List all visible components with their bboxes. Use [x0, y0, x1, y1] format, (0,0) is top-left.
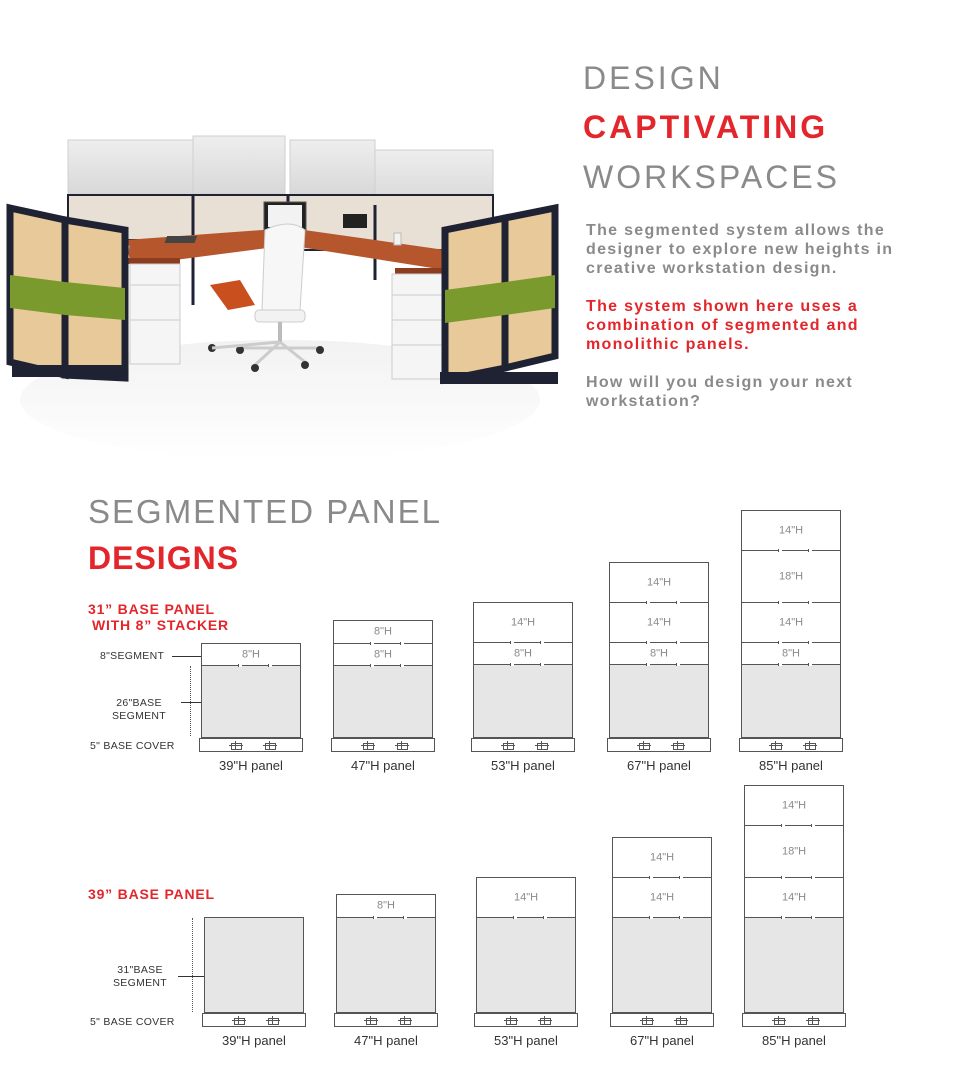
panel-height-label: 53"H panel — [494, 1033, 558, 1048]
stacker-segment — [333, 620, 433, 644]
panel-3 — [473, 602, 573, 778]
section-title: SEGMENTED PANEL — [88, 493, 442, 530]
segment-height-label: 18"H — [781, 845, 807, 857]
stacker-segment — [741, 602, 841, 643]
leveler-foot-icon — [362, 741, 374, 749]
base-cover — [742, 1013, 846, 1027]
panel-height-label: 53"H panel — [491, 758, 555, 773]
connector-tick — [808, 641, 812, 644]
base-segment — [476, 917, 576, 1013]
leveler-foot-icon — [502, 741, 514, 749]
base-segment — [612, 917, 712, 1013]
base-segment — [744, 917, 844, 1013]
connector-tick — [510, 663, 514, 666]
leveler-foot-icon — [672, 741, 684, 749]
segment-height-label: 14"H — [778, 616, 804, 628]
stacker-segment — [333, 643, 433, 666]
stacker-segment — [609, 602, 709, 643]
segment-height-label: 14"H — [646, 576, 672, 588]
base-cover — [610, 1013, 714, 1027]
base-cover — [474, 1013, 578, 1027]
base-cover — [199, 738, 303, 752]
row1-title-line-2: WITH 8” STACKER — [92, 617, 229, 633]
panel-height-label: 47"H panel — [354, 1033, 418, 1048]
base-cover — [334, 1013, 438, 1027]
connector-tick — [370, 664, 374, 667]
connector-tick — [646, 601, 650, 604]
base-segment — [201, 665, 301, 738]
leveler-foot-icon — [773, 1016, 785, 1024]
base-cover — [331, 738, 435, 752]
connector-tick — [649, 916, 653, 919]
segment-height-label: 8"H — [782, 647, 800, 659]
connector-tick — [646, 641, 650, 644]
intro-paragraph: The segmented system allows the designer to explore new heights in creative workstation design. — [586, 222, 894, 277]
panel-1 — [204, 917, 304, 1053]
panel-height-label: 39"H panel — [219, 758, 283, 773]
connector-tick — [811, 824, 815, 827]
panel-4 — [609, 562, 709, 778]
connector-tick — [778, 549, 782, 552]
connector-tick — [676, 641, 680, 644]
section-subtitle: DESIGNS — [88, 540, 240, 576]
stacker-segment — [744, 825, 844, 878]
connector-tick — [811, 916, 815, 919]
connector-tick — [543, 916, 547, 919]
connector-tick — [778, 601, 782, 604]
segment-height-label: 14"H — [649, 891, 675, 903]
panel-2 — [336, 894, 436, 1053]
base-segment — [333, 665, 433, 738]
row1-title-line-1: 31” BASE PANEL — [88, 601, 215, 617]
stacker-segment — [476, 877, 576, 918]
connector-tick — [540, 663, 544, 666]
connector-tick — [268, 664, 272, 667]
connector-tick — [540, 641, 544, 644]
leveler-foot-icon — [230, 741, 242, 749]
stacker-segment — [336, 894, 436, 918]
connector-tick — [808, 663, 812, 666]
headline-line-2: CAPTIVATING — [583, 109, 829, 145]
leveler-foot-icon — [536, 741, 548, 749]
stacker-segment — [201, 643, 301, 666]
base-segment — [204, 917, 304, 1013]
leveler-foot-icon — [365, 1016, 377, 1024]
leveler-foot-icon — [399, 1016, 411, 1024]
panel-2 — [333, 620, 433, 778]
panel-3 — [476, 877, 576, 1053]
base-cover — [202, 1013, 306, 1027]
connector-tick — [400, 664, 404, 667]
connector-tick — [679, 916, 683, 919]
connector-tick — [510, 641, 514, 644]
stacker-segment — [612, 837, 712, 878]
connector-tick — [781, 824, 785, 827]
connector-tick — [808, 549, 812, 552]
headline-line-3: WORKSPACES — [583, 159, 840, 195]
connector-tick — [808, 601, 812, 604]
dim-segment-label: 8"SEGMENT — [100, 650, 165, 662]
connector-tick — [778, 641, 782, 644]
stacker-segment — [741, 642, 841, 665]
dim-base-label-row2 — [113, 964, 167, 990]
stacker-segment — [473, 642, 573, 665]
segment-height-label: 8"H — [377, 899, 395, 912]
connector-tick — [778, 663, 782, 666]
connector-tick — [646, 663, 650, 666]
connector-tick — [679, 876, 683, 879]
stacker-segment — [741, 510, 841, 551]
row2-title: 39” BASE PANEL — [88, 886, 215, 902]
dim-base-label — [112, 697, 166, 723]
panel-height-label: 67"H panel — [627, 758, 691, 773]
base-segment — [741, 664, 841, 738]
dim-base-label-line-1: 26"BASE — [116, 697, 162, 709]
stacker-segment — [609, 562, 709, 603]
leveler-foot-icon — [233, 1016, 245, 1024]
leveler-foot-icon — [804, 741, 816, 749]
connector-tick — [676, 601, 680, 604]
leveler-foot-icon — [641, 1016, 653, 1024]
segment-height-label: 8"H — [374, 648, 392, 660]
dim-vertical-line-row2 — [192, 918, 193, 1012]
segment-height-label: 8"H — [650, 647, 668, 659]
panel-4 — [612, 837, 712, 1053]
leveler-foot-icon — [638, 741, 650, 749]
dim-cover-label-row2: 5" BASE COVER — [90, 1016, 175, 1028]
stacker-segment — [612, 877, 712, 918]
leveler-foot-icon — [675, 1016, 687, 1024]
dim-base-label-row2-line-1: 31"BASE — [117, 964, 163, 976]
connector-tick — [513, 916, 517, 919]
segment-height-label: 14"H — [778, 524, 804, 536]
panel-height-label: 85"H panel — [762, 1033, 826, 1048]
dim-base-label-line-2: SEGMENT — [112, 710, 167, 722]
connector-tick — [238, 664, 242, 667]
connector-tick — [649, 876, 653, 879]
panel-height-label: 85"H panel — [759, 758, 823, 773]
panel-5 — [741, 510, 841, 778]
base-segment — [609, 664, 709, 738]
base-segment — [336, 917, 436, 1013]
leveler-foot-icon — [770, 741, 782, 749]
connector-tick — [781, 916, 785, 919]
segment-height-label: 14"H — [513, 891, 539, 903]
panel-height-label: 39"H panel — [222, 1033, 286, 1048]
connector-tick — [781, 876, 785, 879]
headline-line-1: DESIGN — [583, 60, 724, 96]
leveler-foot-icon — [505, 1016, 517, 1024]
dim-base-label-row2-line-2: SEGMENT — [113, 977, 168, 989]
stacker-segment — [609, 642, 709, 665]
segment-height-label: 14"H — [649, 851, 675, 863]
connector-tick — [811, 876, 815, 879]
stacker-segment — [744, 785, 844, 826]
stacker-segment — [744, 877, 844, 918]
dim-vertical-line — [190, 666, 191, 736]
highlight-paragraph: The system shown here uses a combination of segmented and monolithic panels. — [586, 298, 859, 353]
segment-height-label: 14"H — [510, 616, 536, 628]
segment-height-label: 14"H — [781, 891, 807, 903]
panel-1 — [201, 643, 301, 778]
leveler-foot-icon — [267, 1016, 279, 1024]
leveler-foot-icon — [396, 741, 408, 749]
row1-title — [88, 601, 229, 633]
panel-height-label: 47"H panel — [351, 758, 415, 773]
base-cover — [471, 738, 575, 752]
base-cover — [739, 738, 843, 752]
connector-tick — [676, 663, 680, 666]
segment-height-label: 8"H — [374, 625, 392, 638]
connector-tick — [370, 642, 374, 645]
segment-height-label: 8"H — [514, 647, 532, 659]
panel-height-label: 67"H panel — [630, 1033, 694, 1048]
segment-height-label: 8"H — [242, 648, 260, 660]
segment-height-label: 14"H — [646, 616, 672, 628]
stacker-segment — [741, 550, 841, 603]
base-cover — [607, 738, 711, 752]
leveler-foot-icon — [539, 1016, 551, 1024]
base-segment — [473, 664, 573, 738]
leveler-foot-icon — [807, 1016, 819, 1024]
connector-tick — [400, 642, 404, 645]
segment-height-label: 14"H — [781, 799, 807, 811]
workstation-photo — [0, 110, 570, 480]
question-paragraph: How will you design your next workstation? — [586, 374, 854, 410]
dim-cover-label: 5" BASE COVER — [90, 740, 175, 752]
connector-tick — [403, 916, 407, 919]
connector-tick — [373, 916, 377, 919]
panel-5 — [744, 785, 844, 1053]
leveler-foot-icon — [264, 741, 276, 749]
segment-height-label: 18"H — [778, 570, 804, 582]
stacker-segment — [473, 602, 573, 643]
